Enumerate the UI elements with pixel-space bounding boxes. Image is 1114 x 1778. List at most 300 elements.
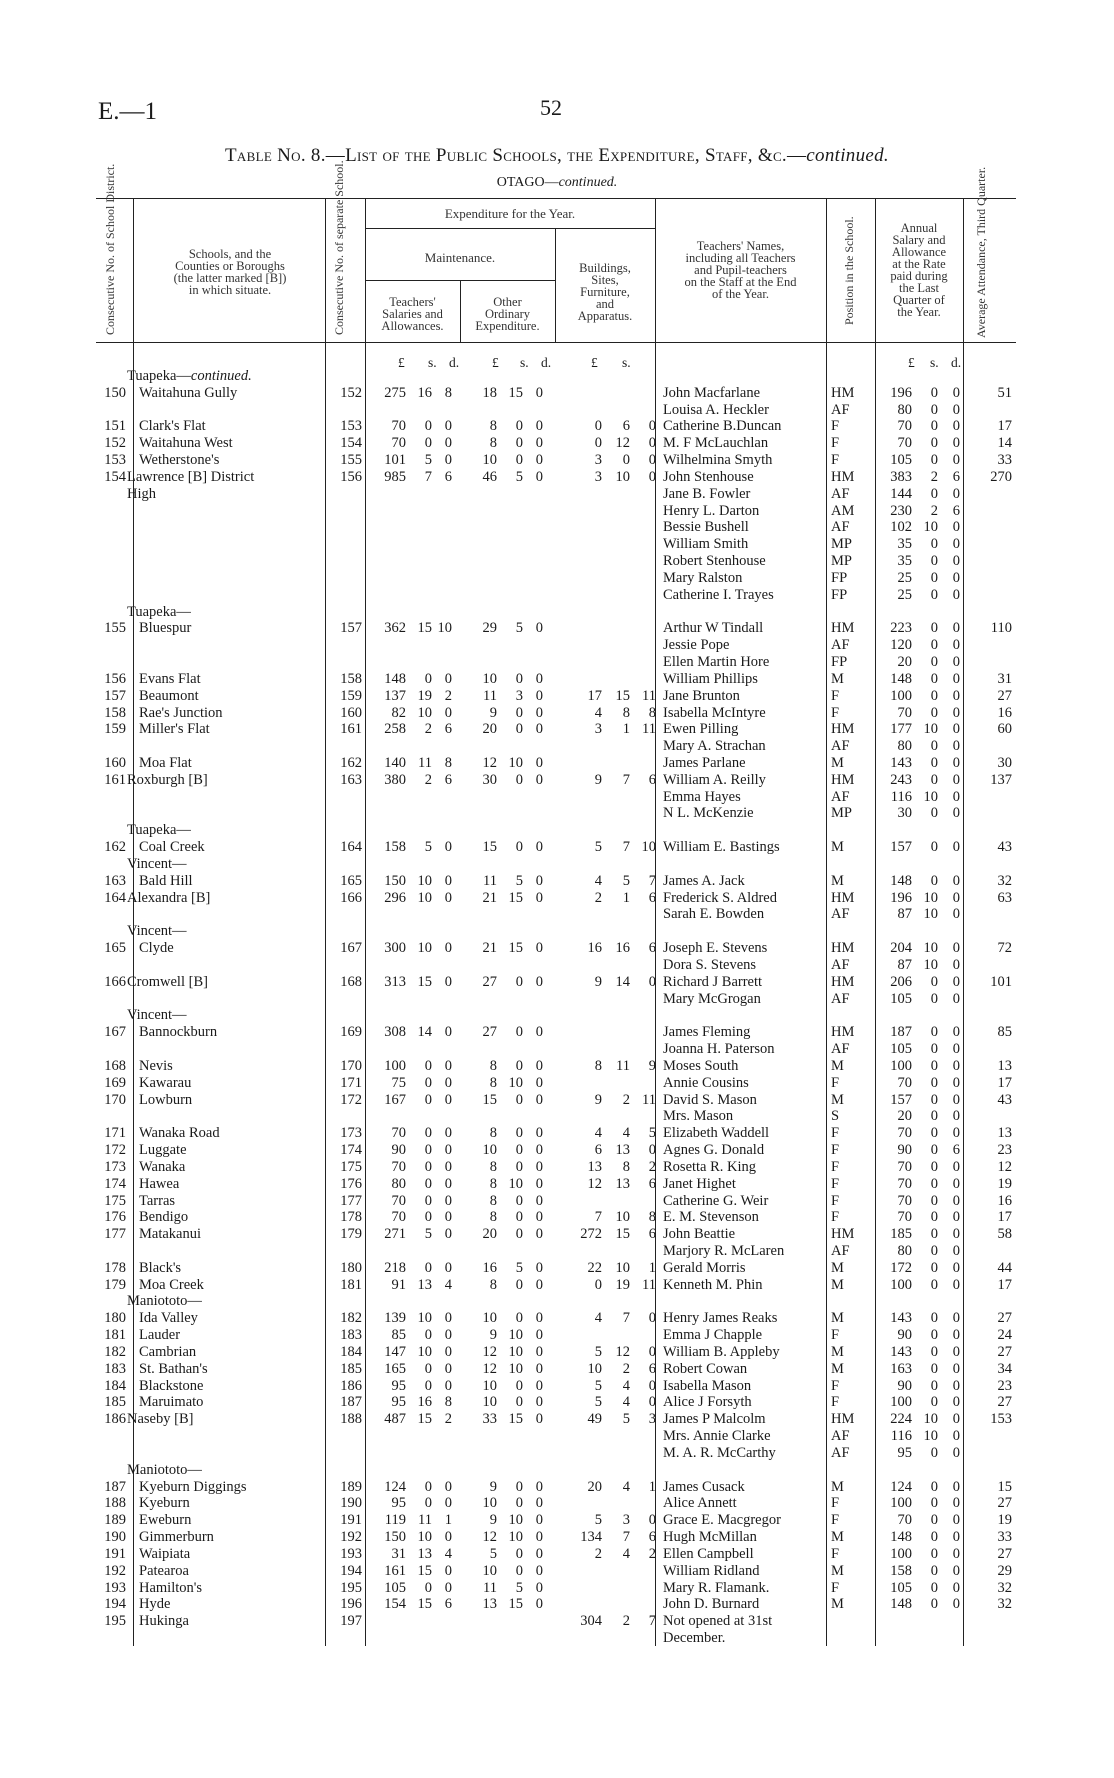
district-number: 153 — [104, 452, 126, 468]
buildings-amount-pence: 11 — [642, 721, 656, 737]
salaries-amount-pounds: 105 — [384, 1580, 406, 1596]
other-expenditure-amount-pence: 0 — [535, 1125, 543, 1141]
salaries-amount-shillings: 13 — [417, 1277, 432, 1293]
salaries-amount-pence: 0 — [444, 1327, 452, 1343]
table-row — [0, 940, 1114, 956]
other-expenditure-amount-pence: 0 — [535, 940, 543, 956]
salaries-amount-shillings: 0 — [424, 1495, 432, 1511]
annual-salary-amount-pounds: 157 — [890, 839, 912, 855]
annual-salary-amount-pounds: 187 — [890, 1024, 912, 1040]
teacher-name: Dora S. Stevens — [663, 957, 757, 973]
buildings-amount-shillings: 4 — [622, 1479, 630, 1495]
other-expenditure-amount-pounds: 10 — [482, 1142, 497, 1158]
salaries-amount-pounds: 119 — [384, 1512, 406, 1528]
teacher-position: AF — [831, 637, 850, 653]
other-expenditure-amount — [465, 1327, 553, 1343]
buildings-amount-pence: 8 — [648, 705, 656, 721]
annual-salary-amount-pounds: 90 — [897, 1142, 912, 1158]
annual-salary-amount-shillings: 0 — [930, 385, 938, 401]
teacher-position: HM — [831, 772, 855, 788]
school-number: 171 — [340, 1075, 362, 1091]
header-bottom-rule — [96, 342, 1016, 343]
buildings-amount — [570, 1260, 658, 1276]
other-expenditure-amount-pounds: 20 — [482, 1226, 497, 1242]
annual-salary-amount-pence: 0 — [952, 1159, 960, 1175]
annual-salary-amount-shillings: 10 — [923, 1411, 938, 1427]
buildings-amount — [570, 1092, 658, 1108]
salaries-amount-pounds: 258 — [384, 721, 406, 737]
buildings-amount-pence: 0 — [648, 435, 656, 451]
other-expenditure-amount-pounds: 15 — [482, 839, 497, 855]
annual-salary-amount-pounds: 70 — [897, 435, 912, 451]
school-number: 168 — [340, 974, 362, 990]
buildings-amount-pounds: 49 — [587, 1411, 602, 1427]
salaries-amount-shillings: 0 — [424, 1209, 432, 1225]
annual-salary-amount-pence: 0 — [952, 1209, 960, 1225]
other-expenditure-amount-pence: 0 — [535, 1344, 543, 1360]
school-number: 182 — [340, 1310, 362, 1326]
salaries-amount-pounds: 985 — [384, 469, 406, 485]
annual-salary-amount — [880, 402, 960, 418]
salaries-amount-shillings: 10 — [417, 890, 432, 906]
salaries-amount — [370, 755, 455, 771]
header-expenditure: Expenditure for the Year. — [444, 206, 576, 221]
teacher-name: Not opened at 31st — [663, 1613, 773, 1629]
school-number: 175 — [340, 1159, 362, 1175]
other-expenditure-amount-pence: 0 — [535, 1092, 543, 1108]
annual-salary-amount — [880, 940, 960, 956]
table-row — [0, 1260, 1114, 1276]
buildings-amount-pounds: 5 — [594, 1344, 602, 1360]
annual-salary-amount-pence: 0 — [952, 519, 960, 535]
annual-salary-amount-shillings: 0 — [930, 1580, 938, 1596]
annual-salary-amount — [880, 1495, 960, 1511]
salaries-amount — [370, 1142, 455, 1158]
school-number: 156 — [340, 469, 362, 485]
other-expenditure-amount-pence: 0 — [535, 469, 543, 485]
buildings-amount-pounds: 4 — [594, 1125, 602, 1141]
annual-salary-amount — [880, 435, 960, 451]
table-row — [0, 856, 1114, 872]
region-continued: continued. — [558, 175, 618, 190]
table-row — [0, 1293, 1114, 1309]
annual-salary-amount-pounds: 87 — [897, 957, 912, 973]
teacher-position: AF — [831, 991, 850, 1007]
school-name: Vincent— — [127, 1007, 187, 1023]
annual-salary-amount — [880, 957, 960, 973]
teacher-position: M — [831, 1344, 844, 1360]
other-expenditure-amount-shillings: 0 — [515, 1563, 523, 1579]
buildings-amount-pence: 7 — [648, 873, 656, 889]
buildings-amount-pence: 8 — [648, 1209, 656, 1225]
table-row — [0, 519, 1114, 535]
school-number: 169 — [340, 1024, 362, 1040]
buildings-amount — [570, 418, 658, 434]
annual-salary-amount-pounds: 204 — [890, 940, 912, 956]
annual-salary-amount-pence: 6 — [952, 503, 960, 519]
teacher-name: Alice J Forsyth — [663, 1394, 752, 1410]
teacher-position: AF — [831, 1428, 850, 1444]
other-expenditure-amount-pence: 0 — [535, 418, 543, 434]
teacher-name: Catherine I. Trayes — [663, 587, 774, 603]
salaries-amount — [370, 1092, 455, 1108]
other-expenditure-amount-shillings: 3 — [515, 688, 523, 704]
annual-salary-amount-pounds: 100 — [890, 1546, 912, 1562]
teacher-name: Wilhelmina Smyth — [663, 452, 773, 468]
table-row — [0, 1529, 1114, 1545]
table-row — [0, 1512, 1114, 1528]
district-number: 187 — [104, 1479, 126, 1495]
school-name: Wanaka Road — [139, 1125, 220, 1141]
average-attendance: 27 — [997, 1495, 1012, 1511]
school-name: Lawrence [B] District — [127, 469, 255, 485]
salaries-amount-shillings: 5 — [424, 839, 432, 855]
district-number: 184 — [104, 1378, 126, 1394]
other-expenditure-amount — [465, 873, 553, 889]
district-number: 168 — [104, 1058, 126, 1074]
other-expenditure-amount-pence: 0 — [535, 435, 543, 451]
table-row — [0, 906, 1114, 922]
table-row — [0, 1024, 1114, 1040]
annual-salary-amount-pence: 0 — [952, 620, 960, 636]
school-number: 190 — [340, 1495, 362, 1511]
header-attendance: Average Attendance, Third Quarter. — [974, 166, 988, 338]
teacher-position: F — [831, 418, 840, 434]
annual-salary-amount-shillings: 0 — [930, 1479, 938, 1495]
salaries-amount-pounds: 218 — [384, 1260, 406, 1276]
buildings-amount-pounds: 4 — [594, 705, 602, 721]
annual-salary-amount-pounds: 80 — [897, 738, 912, 754]
annual-salary-amount-pence: 0 — [952, 839, 960, 855]
teacher-position: HM — [831, 1226, 855, 1242]
table-row — [0, 923, 1114, 939]
table-row — [0, 536, 1114, 552]
table-row — [0, 1193, 1114, 1209]
other-expenditure-amount — [465, 1361, 553, 1377]
other-expenditure-amount-pence: 0 — [535, 1529, 543, 1545]
annual-salary-amount-shillings: 0 — [930, 1075, 938, 1091]
buildings-amount — [570, 1378, 658, 1394]
average-attendance: 23 — [997, 1142, 1012, 1158]
other-expenditure-amount-pence: 0 — [535, 1596, 543, 1612]
unit-pound: £ — [492, 355, 499, 370]
buildings-amount-shillings: 1 — [622, 890, 630, 906]
other-expenditure-amount-pounds: 12 — [482, 1529, 497, 1545]
salaries-amount — [370, 620, 455, 636]
teacher-position: F — [831, 688, 840, 704]
average-attendance: 12 — [997, 1159, 1012, 1175]
table-row — [0, 1495, 1114, 1511]
table-row — [0, 620, 1114, 636]
other-expenditure-amount — [465, 1546, 553, 1562]
table-row — [0, 974, 1114, 990]
salaries-amount-shillings: 0 — [424, 1361, 432, 1377]
annual-salary-amount-shillings: 10 — [923, 1428, 938, 1444]
teacher-position: FP — [831, 587, 848, 603]
district-number: 166 — [104, 974, 126, 990]
other-expenditure-amount-pence: 0 — [535, 1176, 543, 1192]
table-row — [0, 1108, 1114, 1124]
salaries-amount-pounds: 313 — [384, 974, 406, 990]
average-attendance: 16 — [997, 1193, 1012, 1209]
other-expenditure-amount-pounds: 27 — [482, 974, 497, 990]
salaries-amount-shillings: 11 — [418, 755, 432, 771]
annual-salary-amount-pence: 0 — [952, 940, 960, 956]
table-row — [0, 418, 1114, 434]
table-row — [0, 1344, 1114, 1360]
other-expenditure-amount — [465, 469, 553, 485]
annual-salary-amount-pounds: 100 — [890, 688, 912, 704]
average-attendance: 33 — [997, 452, 1012, 468]
salaries-amount-shillings: 0 — [424, 1125, 432, 1141]
salaries-amount-shillings: 10 — [417, 873, 432, 889]
annual-salary-amount — [880, 1394, 960, 1410]
table-row — [0, 789, 1114, 805]
school-name: Rae's Junction — [139, 705, 223, 721]
table-row — [0, 368, 1114, 384]
table-row — [0, 1596, 1114, 1612]
teacher-name: Robert Cowan — [663, 1361, 748, 1377]
school-name: Bannockburn — [139, 1024, 218, 1040]
table-row — [0, 435, 1114, 451]
district-number: 163 — [104, 873, 126, 889]
buildings-amount-shillings: 3 — [622, 1512, 630, 1528]
average-attendance: 153 — [990, 1411, 1012, 1427]
table-row — [0, 1462, 1114, 1478]
annual-salary-amount-shillings: 0 — [930, 654, 938, 670]
other-expenditure-amount-pounds: 27 — [482, 1024, 497, 1040]
buildings-amount — [570, 435, 658, 451]
buildings-amount — [570, 1411, 658, 1427]
other-expenditure-amount-pence: 0 — [535, 839, 543, 855]
district-number: 183 — [104, 1361, 126, 1377]
salaries-amount — [370, 873, 455, 889]
annual-salary-amount-pence: 0 — [952, 1479, 960, 1495]
teacher-name: Agnes G. Donald — [663, 1142, 765, 1158]
other-expenditure-amount-pounds: 21 — [482, 890, 497, 906]
other-expenditure-amount-pounds: 8 — [489, 1075, 497, 1091]
annual-salary-amount-shillings: 0 — [930, 1394, 938, 1410]
other-expenditure-amount — [465, 1193, 553, 1209]
salaries-amount-shillings: 15 — [417, 974, 432, 990]
school-name: Lauder — [139, 1327, 181, 1343]
other-expenditure-amount-shillings: 10 — [508, 1361, 523, 1377]
annual-salary-amount-pence: 0 — [952, 1075, 960, 1091]
table-row — [0, 1007, 1114, 1023]
annual-salary-amount-shillings: 0 — [930, 1277, 938, 1293]
table-row — [0, 1428, 1114, 1444]
annual-salary-amount-shillings: 0 — [930, 1327, 938, 1343]
buildings-amount — [570, 1613, 658, 1629]
buildings-amount-pounds: 134 — [580, 1529, 602, 1545]
annual-salary-amount — [880, 1024, 960, 1040]
buildings-amount-pounds: 272 — [580, 1226, 602, 1242]
salaries-amount-pence: 0 — [444, 1310, 452, 1326]
annual-salary-amount-pence: 0 — [952, 1596, 960, 1612]
teacher-name: Mrs. Annie Clarke — [663, 1428, 771, 1444]
other-expenditure-amount-shillings: 0 — [515, 1209, 523, 1225]
salaries-amount — [370, 772, 455, 788]
buildings-amount — [570, 1512, 658, 1528]
other-expenditure-amount — [465, 1176, 553, 1192]
teacher-name: Jessie Pope — [663, 637, 730, 653]
annual-salary-amount-pounds: 105 — [890, 991, 912, 1007]
salaries-amount-pence: 6 — [444, 1596, 452, 1612]
salaries-amount-pence: 0 — [444, 1092, 452, 1108]
annual-salary-amount-pence: 0 — [952, 435, 960, 451]
school-number: 161 — [340, 721, 362, 737]
salaries-amount-shillings: 10 — [417, 705, 432, 721]
annual-salary-amount-pounds: 90 — [897, 1378, 912, 1394]
annual-salary-amount — [880, 1428, 960, 1444]
teacher-name: Janet Highet — [663, 1176, 736, 1192]
annual-salary-amount-shillings: 10 — [923, 721, 938, 737]
annual-salary-amount-pounds: 102 — [890, 519, 912, 535]
annual-salary-amount-pence: 0 — [952, 1092, 960, 1108]
buildings-amount — [570, 890, 658, 906]
table-row — [0, 1479, 1114, 1495]
school-name: Black's — [139, 1260, 182, 1276]
annual-salary-amount — [880, 991, 960, 1007]
annual-salary-amount-pence: 0 — [952, 637, 960, 653]
annual-salary-amount-pounds: 224 — [890, 1411, 912, 1427]
table-row — [0, 402, 1114, 418]
teacher-position: HM — [831, 620, 855, 636]
average-attendance: 17 — [997, 1075, 1012, 1091]
annual-salary-amount-shillings: 0 — [930, 418, 938, 434]
salaries-amount-shillings: 0 — [424, 1260, 432, 1276]
teacher-name: James A. Jack — [663, 873, 745, 889]
school-name: Matakanui — [139, 1226, 202, 1242]
district-number: 180 — [104, 1310, 126, 1326]
buildings-amount-pounds: 5 — [594, 1394, 602, 1410]
buildings-amount-pence: 6 — [648, 940, 656, 956]
other-expenditure-amount — [465, 671, 553, 687]
teacher-name: William Ridland — [663, 1563, 760, 1579]
header-other: Other Ordinary Expenditure. — [475, 295, 540, 333]
annual-salary-amount-shillings: 0 — [930, 688, 938, 704]
buildings-amount-shillings: 1 — [622, 721, 630, 737]
other-expenditure-amount-shillings: 0 — [515, 705, 523, 721]
teacher-position: HM — [831, 1411, 855, 1427]
other-expenditure-amount — [465, 1580, 553, 1596]
salaries-amount-shillings: 0 — [424, 1058, 432, 1074]
other-expenditure-amount-pounds: 20 — [482, 721, 497, 737]
salaries-amount-shillings: 10 — [417, 940, 432, 956]
teacher-name: Rosetta R. King — [663, 1159, 757, 1175]
salaries-amount — [370, 1546, 455, 1562]
annual-salary-amount-pence: 0 — [952, 654, 960, 670]
district-number: 177 — [104, 1226, 126, 1242]
salaries-amount-pence: 0 — [444, 435, 452, 451]
district-number: 178 — [104, 1260, 126, 1276]
buildings-amount — [570, 1209, 658, 1225]
other-expenditure-amount-pence: 0 — [535, 1495, 543, 1511]
salaries-amount — [370, 385, 455, 401]
other-expenditure-amount-pounds: 8 — [489, 418, 497, 434]
annual-salary-amount-shillings: 0 — [930, 452, 938, 468]
other-expenditure-amount — [465, 705, 553, 721]
buildings-amount-pounds: 304 — [580, 1613, 602, 1629]
annual-salary-amount-pence: 0 — [952, 1024, 960, 1040]
school-number: 189 — [340, 1479, 362, 1495]
teacher-position: MP — [831, 553, 852, 569]
annual-salary-amount-pounds: 70 — [897, 1209, 912, 1225]
salaries-amount-pence: 10 — [437, 620, 452, 636]
teacher-name: Isabella Mason — [663, 1378, 752, 1394]
average-attendance: 29 — [997, 1563, 1012, 1579]
salaries-amount — [370, 1209, 455, 1225]
other-expenditure-amount-shillings: 10 — [508, 1529, 523, 1545]
other-expenditure-amount-pounds: 10 — [482, 671, 497, 687]
district-number: 150 — [104, 385, 126, 401]
buildings-amount-shillings: 8 — [622, 1159, 630, 1175]
salaries-amount-pounds: 82 — [391, 705, 406, 721]
salaries-amount-pence: 0 — [444, 1361, 452, 1377]
average-attendance: 270 — [990, 469, 1012, 485]
unit-shillings: s. — [930, 355, 939, 370]
teacher-position: FP — [831, 654, 848, 670]
average-attendance: 110 — [990, 620, 1012, 636]
salaries-amount-pence: 0 — [444, 705, 452, 721]
school-name: Hyde — [139, 1596, 171, 1612]
table-row — [0, 1058, 1114, 1074]
teacher-position: M — [831, 1563, 844, 1579]
unit-pound: £ — [591, 355, 598, 370]
other-expenditure-amount — [465, 1092, 553, 1108]
district-number: 157 — [104, 688, 126, 704]
annual-salary-amount — [880, 1596, 960, 1612]
other-expenditure-amount — [465, 1024, 553, 1040]
other-expenditure-amount-pence: 0 — [535, 1209, 543, 1225]
other-expenditure-amount-pence: 0 — [535, 1394, 543, 1410]
other-expenditure-amount-shillings: 10 — [508, 1327, 523, 1343]
buildings-amount — [570, 1479, 658, 1495]
teacher-name: John Stenhouse — [663, 469, 754, 485]
table-row — [0, 890, 1114, 906]
teacher-position: F — [831, 1193, 840, 1209]
teacher-position: F — [831, 1495, 840, 1511]
other-expenditure-amount-shillings: 0 — [515, 974, 523, 990]
school-number: 167 — [340, 940, 362, 956]
teacher-name: Ellen Campbell — [663, 1546, 754, 1562]
average-attendance: 32 — [997, 1580, 1012, 1596]
salaries-amount — [370, 1512, 455, 1528]
teacher-name: William A. Reilly — [663, 772, 766, 788]
other-expenditure-amount-pounds: 11 — [483, 688, 497, 704]
school-name: Miller's Flat — [139, 721, 210, 737]
other-expenditure-amount — [465, 688, 553, 704]
other-expenditure-amount-shillings: 0 — [515, 772, 523, 788]
salaries-amount-pence: 0 — [444, 1075, 452, 1091]
district-number: 174 — [104, 1176, 126, 1192]
district-number: 159 — [104, 721, 126, 737]
teacher-position: F — [831, 705, 840, 721]
buildings-amount-pence: 6 — [648, 1226, 656, 1242]
annual-salary-amount — [880, 906, 960, 922]
other-expenditure-amount-shillings: 0 — [515, 671, 523, 687]
school-name: Wanaka — [139, 1159, 186, 1175]
salaries-amount-pence: 0 — [444, 1226, 452, 1242]
average-attendance: 30 — [997, 755, 1012, 771]
buildings-amount-pence: 1 — [648, 1479, 656, 1495]
average-attendance: 23 — [997, 1378, 1012, 1394]
table-row — [0, 469, 1114, 485]
annual-salary-amount-pounds: 100 — [890, 1277, 912, 1293]
teacher-position: M — [831, 1361, 844, 1377]
other-expenditure-amount — [465, 418, 553, 434]
teacher-name: Emma Hayes — [663, 789, 741, 805]
